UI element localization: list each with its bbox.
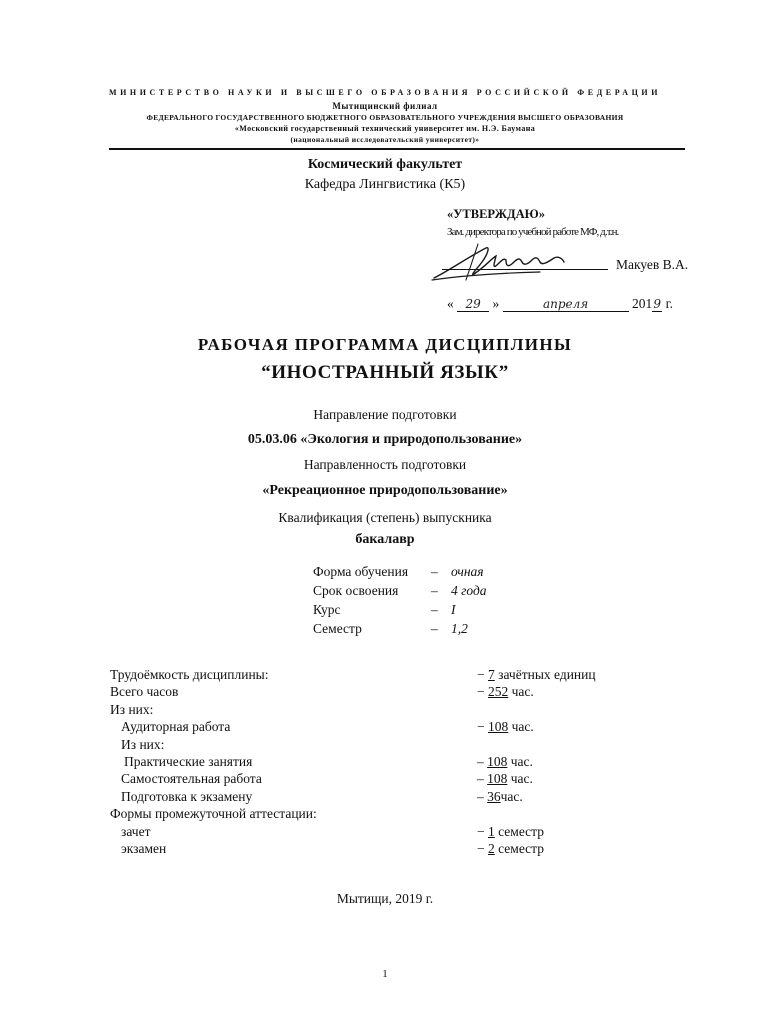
- signature-line: [442, 269, 608, 270]
- direction-label: Направление подготовки: [313, 407, 457, 422]
- workload-value: [477, 789, 523, 805]
- workload-value: [477, 667, 596, 683]
- signer-name: Макуев В.А.: [616, 257, 689, 272]
- workload-number: 252: [488, 684, 509, 700]
- workload-row: [110, 754, 710, 771]
- workload-unit: семестр: [494, 823, 544, 839]
- discipline-title: “ИНОСТРАННЫЙ ЯЗЫК”: [261, 362, 509, 383]
- workload-number: 108: [488, 719, 509, 735]
- study-form-dash: –: [431, 583, 438, 598]
- ministry-header: МИНИСТЕРСТВО НАУКИ И ВЫСШЕГО ОБРАЗОВАНИЯ РОССИЙСКОЙ ФЕДЕРАЦИИ: [108, 88, 662, 97]
- approval-heading: «УТВЕРЖДАЮ»: [447, 207, 545, 221]
- workload-label: Аудиторная работа: [121, 719, 231, 735]
- workload-unit: час.: [508, 719, 534, 735]
- qualification-value: бакалавр: [355, 532, 415, 547]
- workload-row: [110, 702, 710, 719]
- faculty-name: Космический факультет: [307, 157, 463, 172]
- workload-value: [477, 841, 544, 857]
- approval-date: [447, 296, 673, 312]
- workload-label: Самостоятельная работа: [121, 771, 262, 787]
- date-year-suffix: г.: [662, 296, 674, 311]
- study-form-dash: –: [431, 564, 438, 579]
- study-form-row: [313, 583, 613, 602]
- page-number: 1: [382, 968, 388, 980]
- workload-dash: –: [477, 753, 488, 769]
- handwritten-signature: [430, 240, 610, 285]
- workload-label: Подготовка к экзамену: [121, 788, 253, 804]
- workload-label: Из них:: [121, 736, 165, 752]
- qualification-label: Квалификация (степень) выпускника: [278, 510, 492, 525]
- workload-label: Практические занятия: [124, 753, 253, 769]
- date-day: 29: [457, 297, 489, 312]
- workload-dash: −: [477, 667, 488, 682]
- study-form-row: [313, 602, 613, 621]
- study-form-value: 4 года: [451, 583, 487, 598]
- workload-number: 108: [487, 771, 508, 787]
- workload-number: 1: [488, 823, 495, 839]
- workload-unit: зачётных единиц: [494, 667, 596, 682]
- study-form-dash: –: [431, 602, 438, 617]
- study-form-dash: –: [431, 621, 438, 636]
- workload-value: [477, 824, 544, 840]
- workload-value: [477, 684, 534, 700]
- workload-number: 108: [487, 753, 508, 769]
- workload-dash: −: [477, 823, 488, 839]
- document-title: РАБОЧАЯ ПРОГРАММА ДИСЦИПЛИНЫ: [197, 335, 573, 354]
- date-year-prefix: 201: [632, 296, 653, 311]
- study-form-value: 1,2: [451, 621, 468, 636]
- date-month: апреля: [503, 297, 629, 312]
- workload-row: [110, 684, 710, 701]
- workload-label: Всего часов: [110, 684, 179, 700]
- header-divider: [109, 148, 685, 150]
- workload-number: 7: [488, 667, 495, 682]
- workload-number: 36: [487, 788, 501, 804]
- workload-dash: −: [477, 840, 488, 856]
- institution-type-header: ФЕДЕРАЛЬНОГО ГОСУДАРСТВЕННОГО БЮДЖЕТНОГО ОБРАЗОВАТЕЛЬНОГО УЧРЕЖДЕНИЯ ВЫСШЕГО ОБРАЗОВАНИЯ: [146, 113, 624, 122]
- approver-role: Зам. директора по учебной работе МФ, д.т.н.: [447, 226, 619, 238]
- workload-row: [110, 841, 710, 858]
- workload-unit: час.: [500, 788, 523, 804]
- workload-row: [110, 789, 710, 806]
- study-form-value: очная: [451, 564, 484, 579]
- workload-value: [477, 771, 533, 787]
- date-close-quote: »: [492, 296, 500, 311]
- workload-label: экзамен: [121, 840, 167, 856]
- workload-label: Трудоёмкость дисциплины:: [110, 667, 269, 682]
- workload-row: [110, 824, 710, 841]
- study-form-label: Форма обучения: [313, 564, 409, 579]
- workload-label: Из них:: [110, 701, 154, 717]
- workload-value: [477, 719, 534, 735]
- university-status-header: (национальный исследовательский университет)»: [290, 135, 480, 144]
- workload-row: [110, 737, 710, 754]
- focus-label: Направленность подготовки: [303, 457, 467, 472]
- branch-header: Мытищинский филиал: [332, 101, 438, 111]
- workload-row: [110, 806, 710, 823]
- study-form-table: [313, 564, 613, 640]
- workload-unit: час.: [507, 771, 533, 787]
- workload-dash: –: [477, 788, 488, 804]
- workload-value: [477, 754, 533, 770]
- workload-row: [110, 667, 710, 684]
- workload-row: [110, 771, 710, 788]
- workload-unit: семестр: [494, 840, 544, 856]
- university-name-header: «Московский государственный технический университет им. Н.Э. Баумана: [234, 124, 536, 133]
- date-year-digit: 9: [653, 297, 662, 311]
- workload-number: 2: [488, 840, 495, 856]
- department-name: Кафедра Лингвистика (К5): [304, 177, 466, 192]
- workload-label: зачет: [121, 823, 151, 839]
- study-form-label: Семестр: [313, 621, 362, 636]
- workload-dash: −: [477, 719, 488, 735]
- date-open-quote: «: [447, 296, 454, 311]
- workload-dash: –: [477, 771, 488, 787]
- workload-row: [110, 719, 710, 736]
- workload-label: Формы промежуточной аттестации:: [110, 806, 317, 822]
- focus-value: «Рекреационное природопользование»: [262, 483, 508, 498]
- workload-dash: −: [477, 684, 488, 700]
- study-form-value: I: [451, 602, 456, 617]
- direction-value: 05.03.06 «Экология и природопользование»: [247, 432, 523, 447]
- study-form-label: Курс: [313, 602, 341, 617]
- workload-table: [110, 667, 710, 858]
- study-form-label: Срок освоения: [313, 583, 399, 598]
- workload-unit: час.: [507, 753, 533, 769]
- workload-unit: час.: [508, 684, 534, 700]
- city-year: Мытищи, 2019 г.: [336, 891, 434, 906]
- study-form-row: [313, 621, 613, 640]
- study-form-row: [313, 564, 613, 583]
